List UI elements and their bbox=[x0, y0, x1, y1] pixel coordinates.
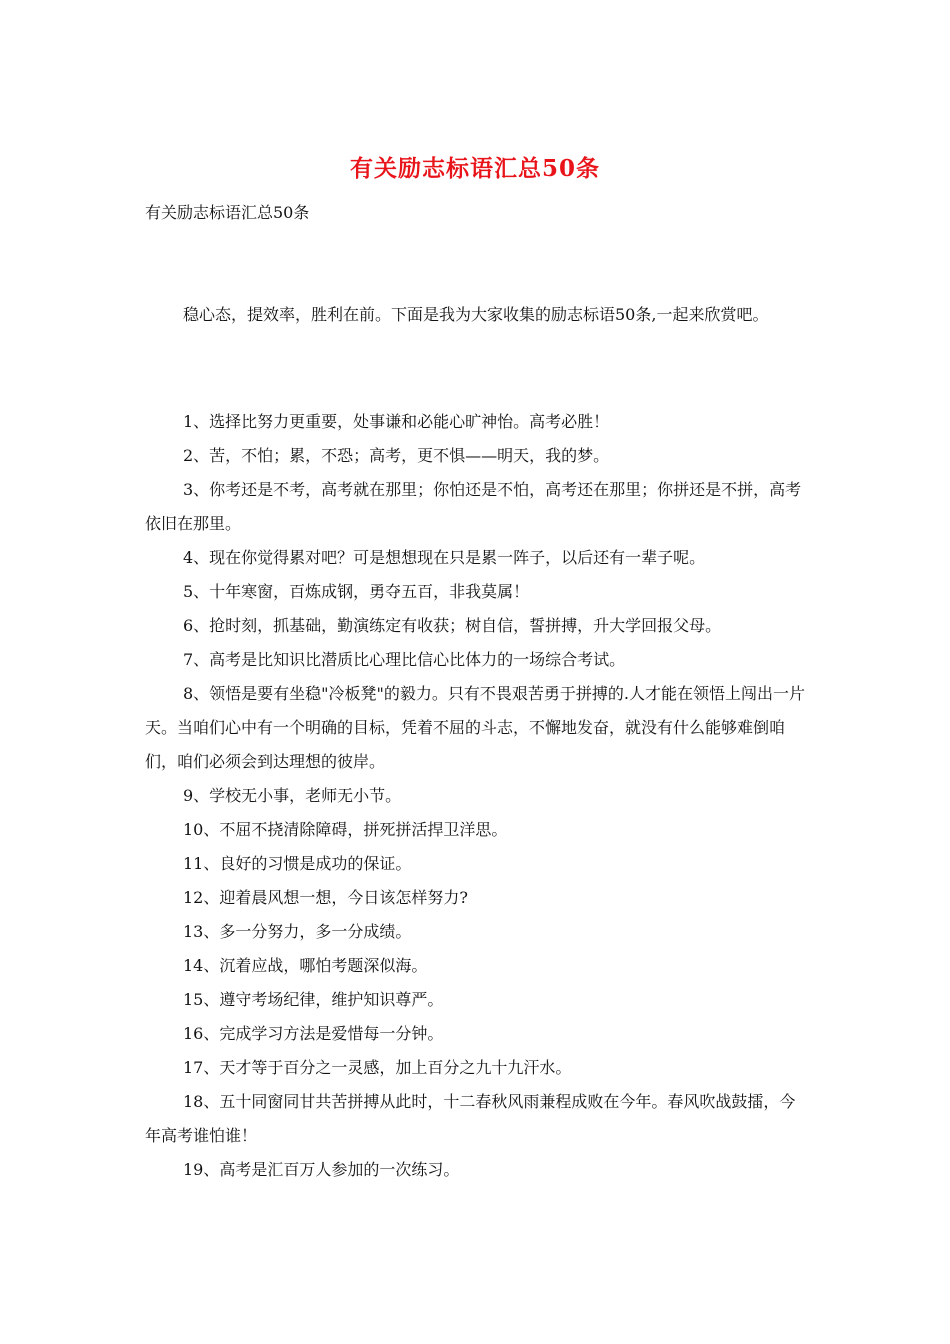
list-item: 7、高考是比知识比潜质比心理比信心比体力的一场综合考试。 bbox=[183, 650, 626, 669]
list-item: 9、学校无小事，老师无小节。 bbox=[183, 786, 402, 805]
list-item: 17、天才等于百分之一灵感，加上百分之九十九汗水。 bbox=[183, 1058, 572, 1077]
list-item: 14、沉着应战，哪怕考题深似海。 bbox=[183, 956, 428, 975]
list-item: 2、苦，不怕；累，不恐；高考，更不惧——明天，我的梦。 bbox=[183, 446, 610, 465]
list-item: 10、不屈不挠清除障碍，拼死拼活捍卫洋思。 bbox=[183, 820, 508, 839]
slogan-list bbox=[145, 405, 810, 1187]
list-item: 5、十年寒窗，百炼成钢，勇夺五百，非我莫属！ bbox=[183, 582, 530, 601]
list-item: 13、多一分努力，多一分成绩。 bbox=[183, 922, 412, 941]
list-item: 4、现在你觉得累对吧？可是想想现在只是累一阵子，以后还有一辈子呢。 bbox=[183, 548, 706, 567]
intro-paragraph-block bbox=[145, 298, 810, 332]
list-item: 19、高考是汇百万人参加的一次练习。 bbox=[183, 1160, 460, 1179]
list-item: 15、遵守考场纪律，维护知识尊严。 bbox=[183, 990, 444, 1009]
list-item: 3、你考还是不考，高考就在那里；你怕还是不怕，高考还在那里；你拼还是不拼，高考依旧在那里。 bbox=[145, 480, 802, 533]
document-title: 有关励志标语汇总50条 bbox=[349, 155, 600, 182]
list-item: 1、选择比努力更重要，处事谦和必能心旷神怡。高考必胜！ bbox=[183, 412, 610, 431]
list-item: 11、良好的习惯是成功的保证。 bbox=[183, 854, 412, 873]
list-item: 8、领悟是要有坐稳"冷板凳"的毅力。只有不畏艰苦勇于拼搏的.人才能在领悟上闯出一片天。当咱们心中有一个明确的目标，凭着不屈的斗志，不懈地发奋，就没有什么能够难倒咱们，咱们必须会到达理想的彼岸。 bbox=[145, 684, 805, 771]
list-item: 18、五十同窗同甘共苦拼搏从此时，十二春秋风雨兼程成败在今年。春风吹战鼓擂，今年高考谁怕谁！ bbox=[145, 1092, 796, 1145]
list-item: 6、抢时刻，抓基础，勤演练定有收获；树自信，誓拼搏，升大学回报父母。 bbox=[183, 616, 722, 635]
list-item: 16、完成学习方法是爱惜每一分钟。 bbox=[183, 1024, 444, 1043]
intro-paragraph: 稳心态，提效率，胜利在前。下面是我为大家收集的励志标语50条,一起来欣赏吧。 bbox=[183, 305, 769, 324]
list-item: 12、迎着晨风想一想，今日该怎样努力? bbox=[183, 888, 468, 907]
document-subtitle: 有关励志标语汇总50条 bbox=[145, 203, 310, 222]
